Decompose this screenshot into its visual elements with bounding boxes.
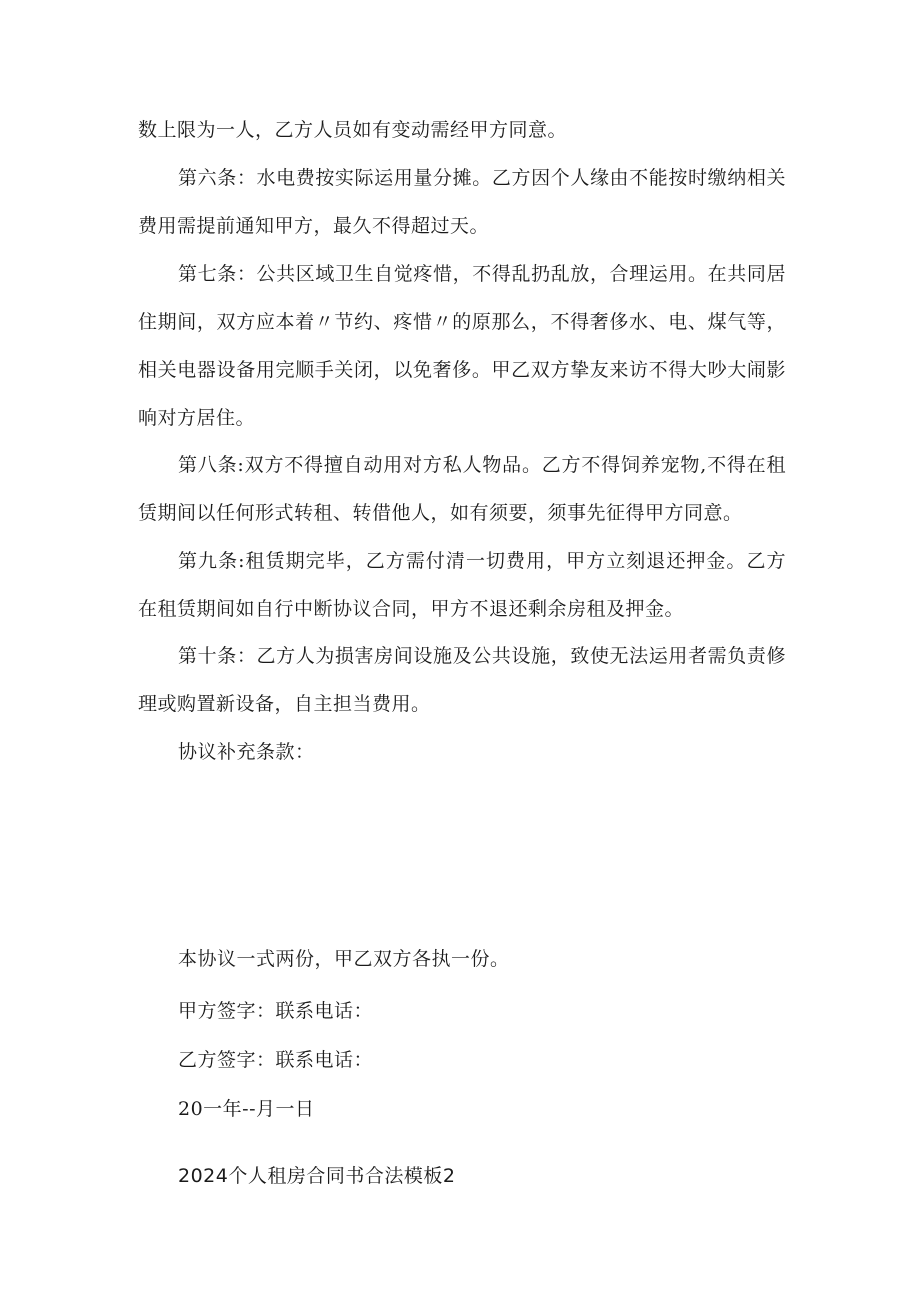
supplementary-clauses-label: 协议补充条款： xyxy=(178,741,315,763)
next-template-title: 2024个人租房合同书合法模板2 xyxy=(178,1165,456,1187)
clause-7: 第七条：公共区域卫生自觉疼惜，不得乱扔乱放，合理运用。在共同居住期间，双方应本着〃节约、疼惜〃的原那么，不得奢侈水、电、煤气等，相关电器设备用完顺手关闭，以免奢侈。甲乙双方挚友来访不得大吵大闹影响对方居住。 xyxy=(138,263,786,429)
paragraph-continuation: 数上限为一人，乙方人员如有变动需经甲方同意。 xyxy=(138,119,568,141)
party-a-signature-line: 甲方签字：联系电话： xyxy=(178,1000,374,1022)
clause-6: 第六条：水电费按实际运用量分摊。乙方因个人缘由不能按时缴纳相关费用需提前通知甲方，最久不得超过天。 xyxy=(138,167,786,237)
clause-10: 第十条：乙方人为损害房间设施及公共设施，致使无法运用者需负责修理或购置新设备，自主担当费用。 xyxy=(138,645,786,715)
clause-9: 第九条:租赁期完毕，乙方需付清一切费用，甲方立刻退还押金。乙方在租赁期间如自行中断协议合同，甲方不退还剩余房租及押金。 xyxy=(138,550,786,620)
date-line: 20一年--月一日 xyxy=(178,1098,315,1120)
copies-statement: 本协议一式两份，甲乙双方各执一份。 xyxy=(178,948,510,970)
clause-8: 第八条:双方不得擅自动用对方私人物品。乙方不得饲养宠物,不得在租赁期间以任何形式转租、转借他人，如有须要，须事先征得甲方同意。 xyxy=(138,454,786,524)
party-b-signature-line: 乙方签字：联系电话： xyxy=(178,1049,374,1071)
